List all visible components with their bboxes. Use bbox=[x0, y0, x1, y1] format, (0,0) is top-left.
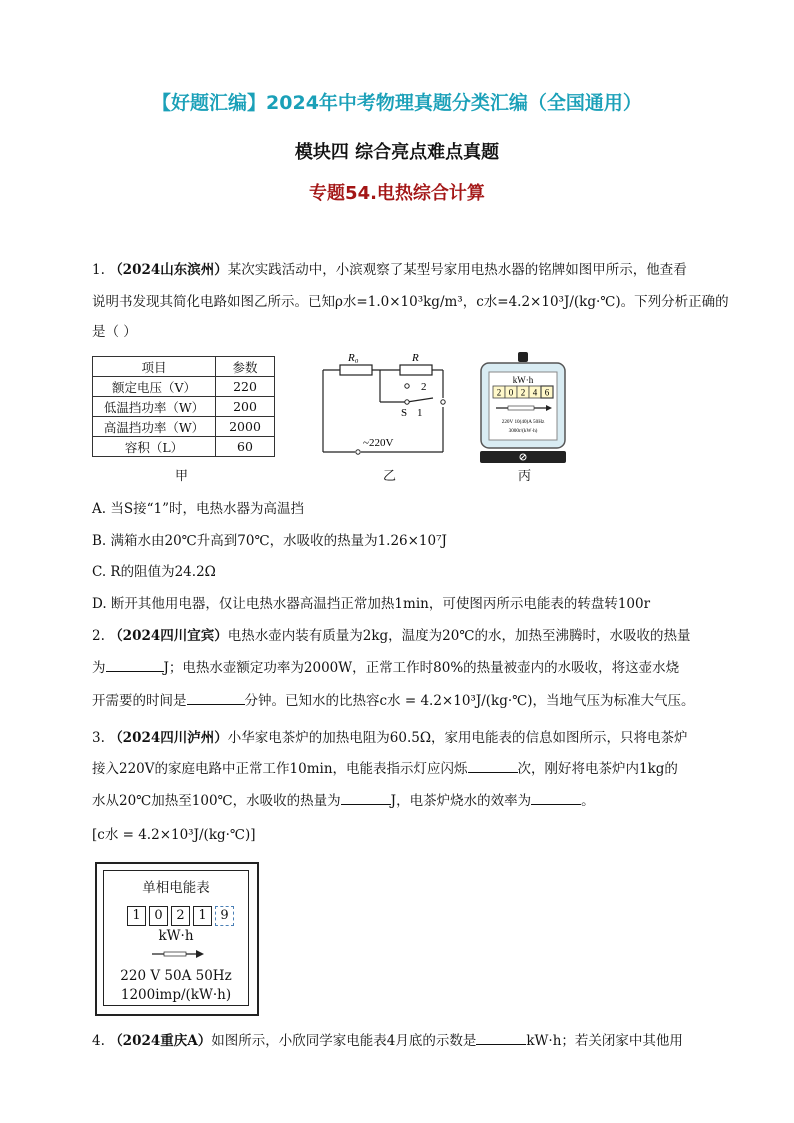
table-cell: 容积（L） bbox=[93, 437, 216, 457]
table-cell: 高温挡功率（W） bbox=[93, 417, 216, 437]
q1-text1: 某次实践活动中，小滨观察了某型号家用电热水器的铭牌如图甲所示，他查看 bbox=[227, 262, 687, 278]
caption-bing: 丙 bbox=[518, 469, 532, 484]
document-title: 【好题汇编】2024年中考物理真题分类汇编（全国通用） bbox=[152, 92, 642, 114]
meter-digit: 2 bbox=[171, 906, 190, 926]
q1-line2: 说明书发现其简化电路如图乙所示。已知ρ水=1.0×10³kg/m³，c水=4.2×10³J/(kg·℃)。下列分析正确的 bbox=[92, 294, 729, 310]
q3-text3a: 水从20℃加热至100℃，水吸收的热量为 bbox=[92, 793, 341, 809]
q1-option-d: D. 断开其他用电器，仅让电热水器高温挡正常加热1min，可使图丙所示电能表的转盘转100r bbox=[92, 596, 651, 612]
module-heading: 模块四 综合亮点难点真题 bbox=[294, 142, 500, 163]
q2-number: 2. bbox=[92, 628, 105, 644]
label-terminal-2: 2 bbox=[421, 381, 427, 393]
meter-digit: 1 bbox=[127, 906, 146, 926]
q2-line1 bbox=[92, 624, 690, 644]
q3-text2b: 次，刚好将电茶炉内1kg的 bbox=[517, 761, 678, 777]
caption-jia: 甲 bbox=[175, 469, 189, 484]
meter-digits bbox=[127, 906, 234, 926]
table-header-item: 项目 bbox=[93, 357, 216, 377]
q2-source: （2024四川宜宾） bbox=[109, 628, 228, 644]
q1-meter-figure bbox=[478, 352, 568, 464]
label-r: R bbox=[412, 352, 419, 364]
q3-blank-efficiency[interactable] bbox=[531, 792, 581, 805]
meter-digit: 4 bbox=[532, 387, 538, 398]
q2-blank-heat[interactable] bbox=[106, 659, 164, 672]
q2-text2b: J；电热水壶额定功率为2000W，正常工作时80%的热量被壶内的水吸收，将这壶水烧 bbox=[163, 660, 680, 676]
q2-text3a: 开需要的时间是 bbox=[92, 693, 187, 709]
q3-blank-flashes[interactable] bbox=[468, 760, 518, 773]
meter-digit: 2 bbox=[496, 387, 502, 398]
q3-text3b: J，电茶炉烧水的效率为 bbox=[390, 793, 532, 809]
table-cell: 额定电压（V） bbox=[93, 377, 216, 397]
table-cell: 200 bbox=[216, 397, 275, 417]
q2-text2a: 为 bbox=[92, 660, 106, 676]
q1-line3: 是（ ） bbox=[92, 324, 137, 340]
meter-unit: kW·h bbox=[512, 375, 534, 385]
q2-line3 bbox=[92, 689, 695, 709]
label-r0: R₀ bbox=[348, 352, 359, 364]
q4-text1b: kW·h；若关闭家中其他用 bbox=[526, 1033, 683, 1049]
table-cell: 低温挡功率（W） bbox=[93, 397, 216, 417]
q4-blank-reading[interactable] bbox=[476, 1032, 526, 1045]
q3-source: （2024四川泸州） bbox=[109, 730, 228, 746]
q3-note: [c水 = 4.2×10³J/(kg·℃)] bbox=[92, 827, 256, 843]
meter-digit: 0 bbox=[508, 387, 514, 398]
q1-spec-table bbox=[92, 356, 275, 457]
table-row bbox=[93, 417, 275, 437]
q1-line1 bbox=[92, 258, 687, 278]
q1-option-a: A. 当S接“1”时，电热水器为高温挡 bbox=[92, 501, 304, 517]
meter-arrow-icon bbox=[152, 949, 204, 959]
table-header-value: 参数 bbox=[216, 357, 275, 377]
q3-line3 bbox=[92, 789, 595, 809]
q1-circuit-diagram bbox=[315, 350, 455, 465]
q1-source: （2024山东滨州） bbox=[109, 262, 228, 278]
meter-spec-1: 220V 10(40)A 50Hz bbox=[501, 419, 545, 425]
q4-text1a: 如图所示，小欣同学家电能表4月底的示数是 bbox=[211, 1033, 477, 1049]
table-row bbox=[93, 377, 275, 397]
q3-text2a: 接入220V的家庭电路中正常工作10min，电能表指示灯应闪烁 bbox=[92, 761, 468, 777]
q3-text1: 小华家电茶炉的加热电阻为60.5Ω，家用电能表的信息如图所示，只将电茶炉 bbox=[227, 730, 688, 746]
caption-yi: 乙 bbox=[383, 469, 397, 484]
q4-line1 bbox=[92, 1029, 683, 1049]
q4-source: （2024重庆A） bbox=[109, 1033, 212, 1049]
q4-number: 4. bbox=[92, 1033, 105, 1049]
q3-number: 3. bbox=[92, 730, 105, 746]
table-cell: 220 bbox=[216, 377, 275, 397]
table-row bbox=[93, 357, 275, 377]
meter-digit: 9 bbox=[215, 906, 234, 926]
table-row bbox=[93, 437, 275, 457]
q3-text3c: 。 bbox=[581, 793, 595, 809]
q2-line2 bbox=[92, 656, 679, 676]
q1-number: 1. bbox=[92, 262, 105, 278]
meter-digit: 2 bbox=[520, 387, 526, 398]
meter-digit: 0 bbox=[149, 906, 168, 926]
q2-text1: 电热水壶内装有质量为2kg，温度为20℃的水，加热至沸腾时，水吸收的热量 bbox=[227, 628, 691, 644]
table-cell: 60 bbox=[216, 437, 275, 457]
label-switch: S bbox=[401, 407, 408, 419]
q3-line2 bbox=[92, 757, 678, 777]
meter-digit: 6 bbox=[544, 387, 550, 398]
table-row bbox=[93, 397, 275, 417]
meter-spec-1: 220 V 50A 50Hz bbox=[120, 968, 232, 984]
q1-option-b: B. 满箱水由20℃升高到70℃，水吸收的热量为1.26×10⁷J bbox=[92, 533, 447, 549]
q2-text3b: 分钟。已知水的比热容c水 = 4.2×10³J/(kg·℃)，当地气压为标准大气压。 bbox=[244, 693, 695, 709]
meter-spec-2: 1200imp/(kW·h) bbox=[120, 987, 232, 1003]
q3-line1 bbox=[92, 726, 688, 746]
q1-option-c: C. R的阻值为24.2Ω bbox=[92, 564, 216, 580]
q3-meter-figure bbox=[95, 862, 259, 1016]
topic-heading: 专题54.电热综合计算 bbox=[309, 183, 485, 204]
meter-digit: 1 bbox=[193, 906, 212, 926]
q2-blank-time[interactable] bbox=[187, 692, 245, 705]
label-terminal-1: 1 bbox=[417, 407, 423, 419]
meter-title: 单相电能表 bbox=[142, 880, 210, 896]
meter-spec-2: 3000r/(kW·h) bbox=[508, 428, 538, 434]
meter-unit: kW·h bbox=[158, 928, 194, 944]
q3-blank-heat[interactable] bbox=[341, 792, 391, 805]
table-cell: 2000 bbox=[216, 417, 275, 437]
label-supply: ~220V bbox=[363, 437, 394, 449]
